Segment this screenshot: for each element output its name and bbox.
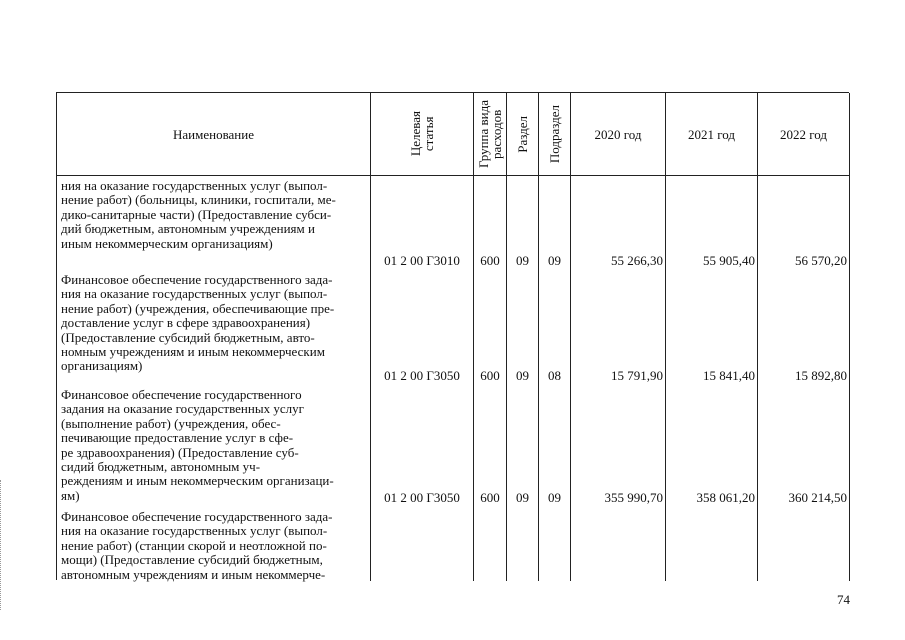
year-2020-cell-value: 15 791,90 — [611, 367, 663, 383]
year-2021-cell — [666, 270, 758, 385]
name-line: номным учреждениям и иным некоммерческим — [61, 344, 325, 360]
target-cell — [371, 176, 474, 270]
subsection-cell — [539, 385, 571, 507]
subsection-cell — [539, 270, 571, 385]
year-2020-cell — [571, 270, 666, 385]
name-line: дий бюджетным, автономным учреждениям и — [61, 221, 315, 237]
year-2020-cell — [571, 176, 666, 270]
name-line: Финансовое обеспечение государственного зада- — [61, 272, 333, 287]
year-2022-cell-value: 56 570,20 — [795, 252, 847, 268]
table-header — [57, 93, 850, 176]
year-2022-cell-value: 15 892,80 — [795, 367, 847, 383]
year-2021-cell — [666, 507, 758, 581]
expense-group-cell — [474, 507, 507, 581]
header-expense-group: Группа вида расходов — [474, 93, 507, 176]
year-2021-cell — [666, 176, 758, 270]
year-2020-cell-value: 355 990,70 — [604, 489, 663, 505]
name-line: Финансовое обеспечение государственного — [61, 387, 302, 402]
header-name: Наименование — [57, 93, 371, 176]
target-cell-value: 01 2 00 Г3050 — [384, 367, 460, 383]
subsection-cell-value: 08 — [548, 367, 561, 383]
target-cell-value: 01 2 00 Г3050 — [384, 489, 460, 505]
year-2022-cell — [758, 385, 850, 507]
name-cell — [57, 385, 371, 507]
table-body — [57, 176, 850, 581]
year-2022-cell — [758, 176, 850, 270]
name-line: сидий бюджетным, автономным уч- — [61, 459, 261, 475]
subsection-cell-value: 09 — [548, 489, 561, 505]
name-line: ния на оказание государственных услуг (выпол- — [61, 286, 328, 302]
name-cell — [57, 507, 371, 581]
header-year-2020: 2020 год — [571, 93, 666, 176]
name-line: мощи) (Предоставление субсидий бюджетным, — [61, 552, 323, 568]
expense-group-cell-value: 600 — [480, 252, 500, 268]
year-2020-cell — [571, 507, 666, 581]
name-line: нение работ) (больницы, клиники, госпитали, ме- — [61, 192, 336, 208]
name-line: печивающие предоставление услуг в сфе- — [61, 430, 294, 446]
name-line: нение работ) (станции скорой и неотложной по- — [61, 537, 327, 553]
name-line: организациям) — [61, 358, 143, 374]
year-2022-cell — [758, 507, 850, 581]
target-cell-value: 01 2 00 Г3010 — [384, 252, 460, 268]
expense-group-cell-value: 600 — [480, 489, 500, 505]
header-subsection: Подраздел — [539, 93, 571, 176]
year-2021-cell — [666, 385, 758, 507]
year-2020-cell — [571, 385, 666, 507]
name-line: автономным учреждениям и иным некоммерче- — [61, 566, 326, 582]
header-year-2022: 2022 год — [758, 93, 850, 176]
expense-group-cell-value: 600 — [480, 367, 500, 383]
header-year-2021: 2021 год — [666, 93, 758, 176]
name-line: иным некоммерческим организациям) — [61, 235, 273, 251]
page-number: 74 — [837, 592, 850, 607]
name-cell — [57, 270, 371, 385]
subsection-cell — [539, 507, 571, 581]
name-line: (Предоставление субсидий бюджетным, авто- — [61, 329, 315, 345]
section-cell-value: 09 — [516, 252, 529, 268]
year-2021-cell-value: 55 905,40 — [703, 252, 755, 268]
target-cell — [371, 270, 474, 385]
subsection-cell-value: 09 — [548, 252, 561, 268]
section-cell — [507, 270, 539, 385]
section-cell-value: 09 — [516, 367, 529, 383]
name-line: ния на оказание государственных услуг (выпол- — [61, 523, 328, 539]
name-line: доставление услуг в сфере здравоохранения) — [61, 315, 311, 331]
year-2022-cell-value: 360 214,50 — [788, 489, 847, 505]
name-line: нение работ) (учреждения, обеспечивающие пре- — [61, 300, 335, 316]
section-cell — [507, 176, 539, 270]
expense-group-cell — [474, 176, 507, 270]
name-line: задания на оказание государственных услуг — [61, 401, 304, 417]
header-section: Раздел — [507, 93, 539, 176]
expense-group-cell — [474, 270, 507, 385]
name-line: ям) — [61, 487, 80, 503]
year-2021-cell-value: 15 841,40 — [703, 367, 755, 383]
expense-group-cell — [474, 385, 507, 507]
section-cell — [507, 507, 539, 581]
section-cell-value: 09 — [516, 489, 529, 505]
subsection-cell — [539, 176, 571, 270]
target-cell — [371, 385, 474, 507]
name-line: Финансовое обеспечение государственного зада- — [61, 509, 333, 524]
section-cell — [507, 385, 539, 507]
header-target: Целевая статья — [371, 93, 474, 176]
name-line: ре здравоохранения) (Предоставление суб- — [61, 444, 299, 460]
name-cell — [57, 176, 371, 270]
name-line: (выполнение работ) (учреждения, обес- — [61, 415, 281, 431]
budget-table — [56, 92, 849, 580]
name-line: реждениям и иным некоммерческим организаци- — [61, 473, 334, 489]
name-line: дико-санитарные части) (Предоставление субси- — [61, 206, 332, 222]
year-2021-cell-value: 358 061,20 — [696, 489, 755, 505]
name-line: ния на оказание государственных услуг (выпол- — [61, 178, 328, 193]
scan-edge-mark — [0, 480, 3, 610]
year-2022-cell — [758, 270, 850, 385]
target-cell — [371, 507, 474, 581]
year-2020-cell-value: 55 266,30 — [611, 252, 663, 268]
